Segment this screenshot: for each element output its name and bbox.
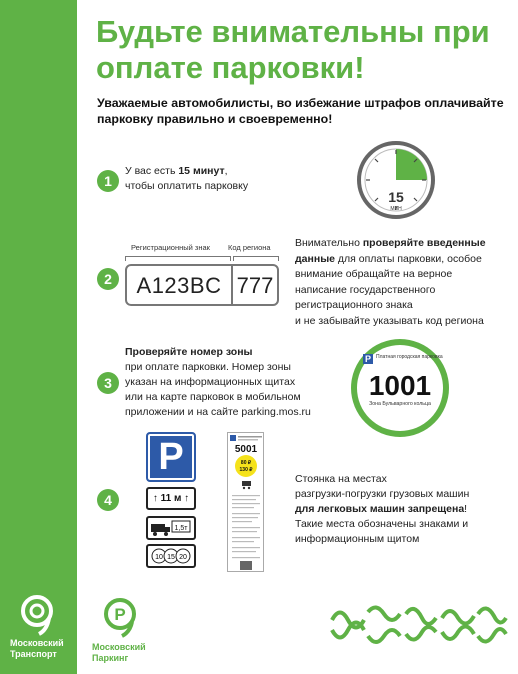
infoboard-number: 5001 — [234, 444, 258, 455]
step-number-4: 4 — [97, 489, 119, 511]
bracket-reg — [125, 256, 231, 261]
svg-text:15: 15 — [167, 554, 175, 561]
arrow-up-icon: ↑ — [152, 493, 158, 504]
clock-minutes: 15 — [388, 189, 404, 205]
time-circles — [148, 546, 194, 566]
moscow-parking-logo — [100, 596, 144, 640]
moscow-transport-logo — [17, 592, 61, 636]
step-number-2: 2 — [97, 268, 119, 290]
zone-number: 1001 — [368, 370, 432, 401]
arrow-up-icon: ↑ — [184, 493, 190, 504]
step-4-text: Стоянка на местах разгрузки-погрузки грузовых машин для легковых машин запрещена! Такие места обозначены знаками и информационным щитом — [295, 473, 470, 545]
label-region-code: Код региона — [228, 243, 271, 252]
length-sign: ↑ 11 м ↑ — [146, 487, 196, 510]
svg-text:10: 10 — [155, 554, 163, 561]
plate-region-code: 777 — [236, 273, 274, 298]
step-number-1: 1 — [97, 170, 119, 192]
svg-text:P: P — [364, 354, 372, 364]
parking-zone-sign — [349, 337, 451, 439]
step-3-text: Проверяйте номер зоны при оплате парковки. Номер зоны указан на информационных щитах или на карте парковок в мобильном приложении и на сайте parking.mos.ru — [125, 346, 311, 418]
label-reg-sign: Регистрационный знак — [131, 243, 210, 252]
step-2-text: Внимательно проверяйте введенные данные для оплаты парковки, особое внимание обращайте на верное написание государственного регистрационного знака и не забывайте указывать код региона — [295, 237, 486, 327]
step-1-text: У вас есть 15 минут, чтобы оплатить парковку — [125, 165, 249, 192]
info-board — [227, 432, 264, 572]
truck-sign — [146, 516, 196, 540]
bracket-code — [233, 256, 279, 261]
truck-icon — [148, 518, 194, 538]
zone-header: Платная городская парковка — [376, 354, 443, 360]
decorative-wave-pattern — [328, 600, 510, 652]
page-title: Будьте внимательны при оплате парковки! — [96, 14, 490, 85]
license-plate — [125, 264, 279, 306]
svg-text:20: 20 — [179, 554, 187, 561]
svg-text:80 ₽: 80 ₽ — [240, 460, 252, 466]
truck-weight: 1,5т — [174, 525, 188, 532]
page-subtitle: Уважаемые автомобилисты, во избежание штрафов оплачивайте парковку правильно и своевременно! — [97, 96, 504, 126]
plate-reg-number: A123BC — [127, 266, 233, 304]
svg-text:130 ₽: 130 ₽ — [239, 467, 253, 473]
green-sidebar — [0, 0, 77, 674]
footer-transport: Московский Транспорт — [10, 638, 64, 659]
zone-name: Зона Бульварного кольца — [369, 401, 431, 407]
svg-text:P: P — [114, 605, 126, 624]
footer-parking: Московский Паркинг — [92, 642, 146, 663]
step-number-3: 3 — [97, 372, 119, 394]
parking-sign-p: P — [146, 432, 196, 482]
clock-icon — [356, 140, 436, 220]
time-sign — [146, 544, 196, 568]
clock-unit: МИН — [390, 206, 402, 212]
